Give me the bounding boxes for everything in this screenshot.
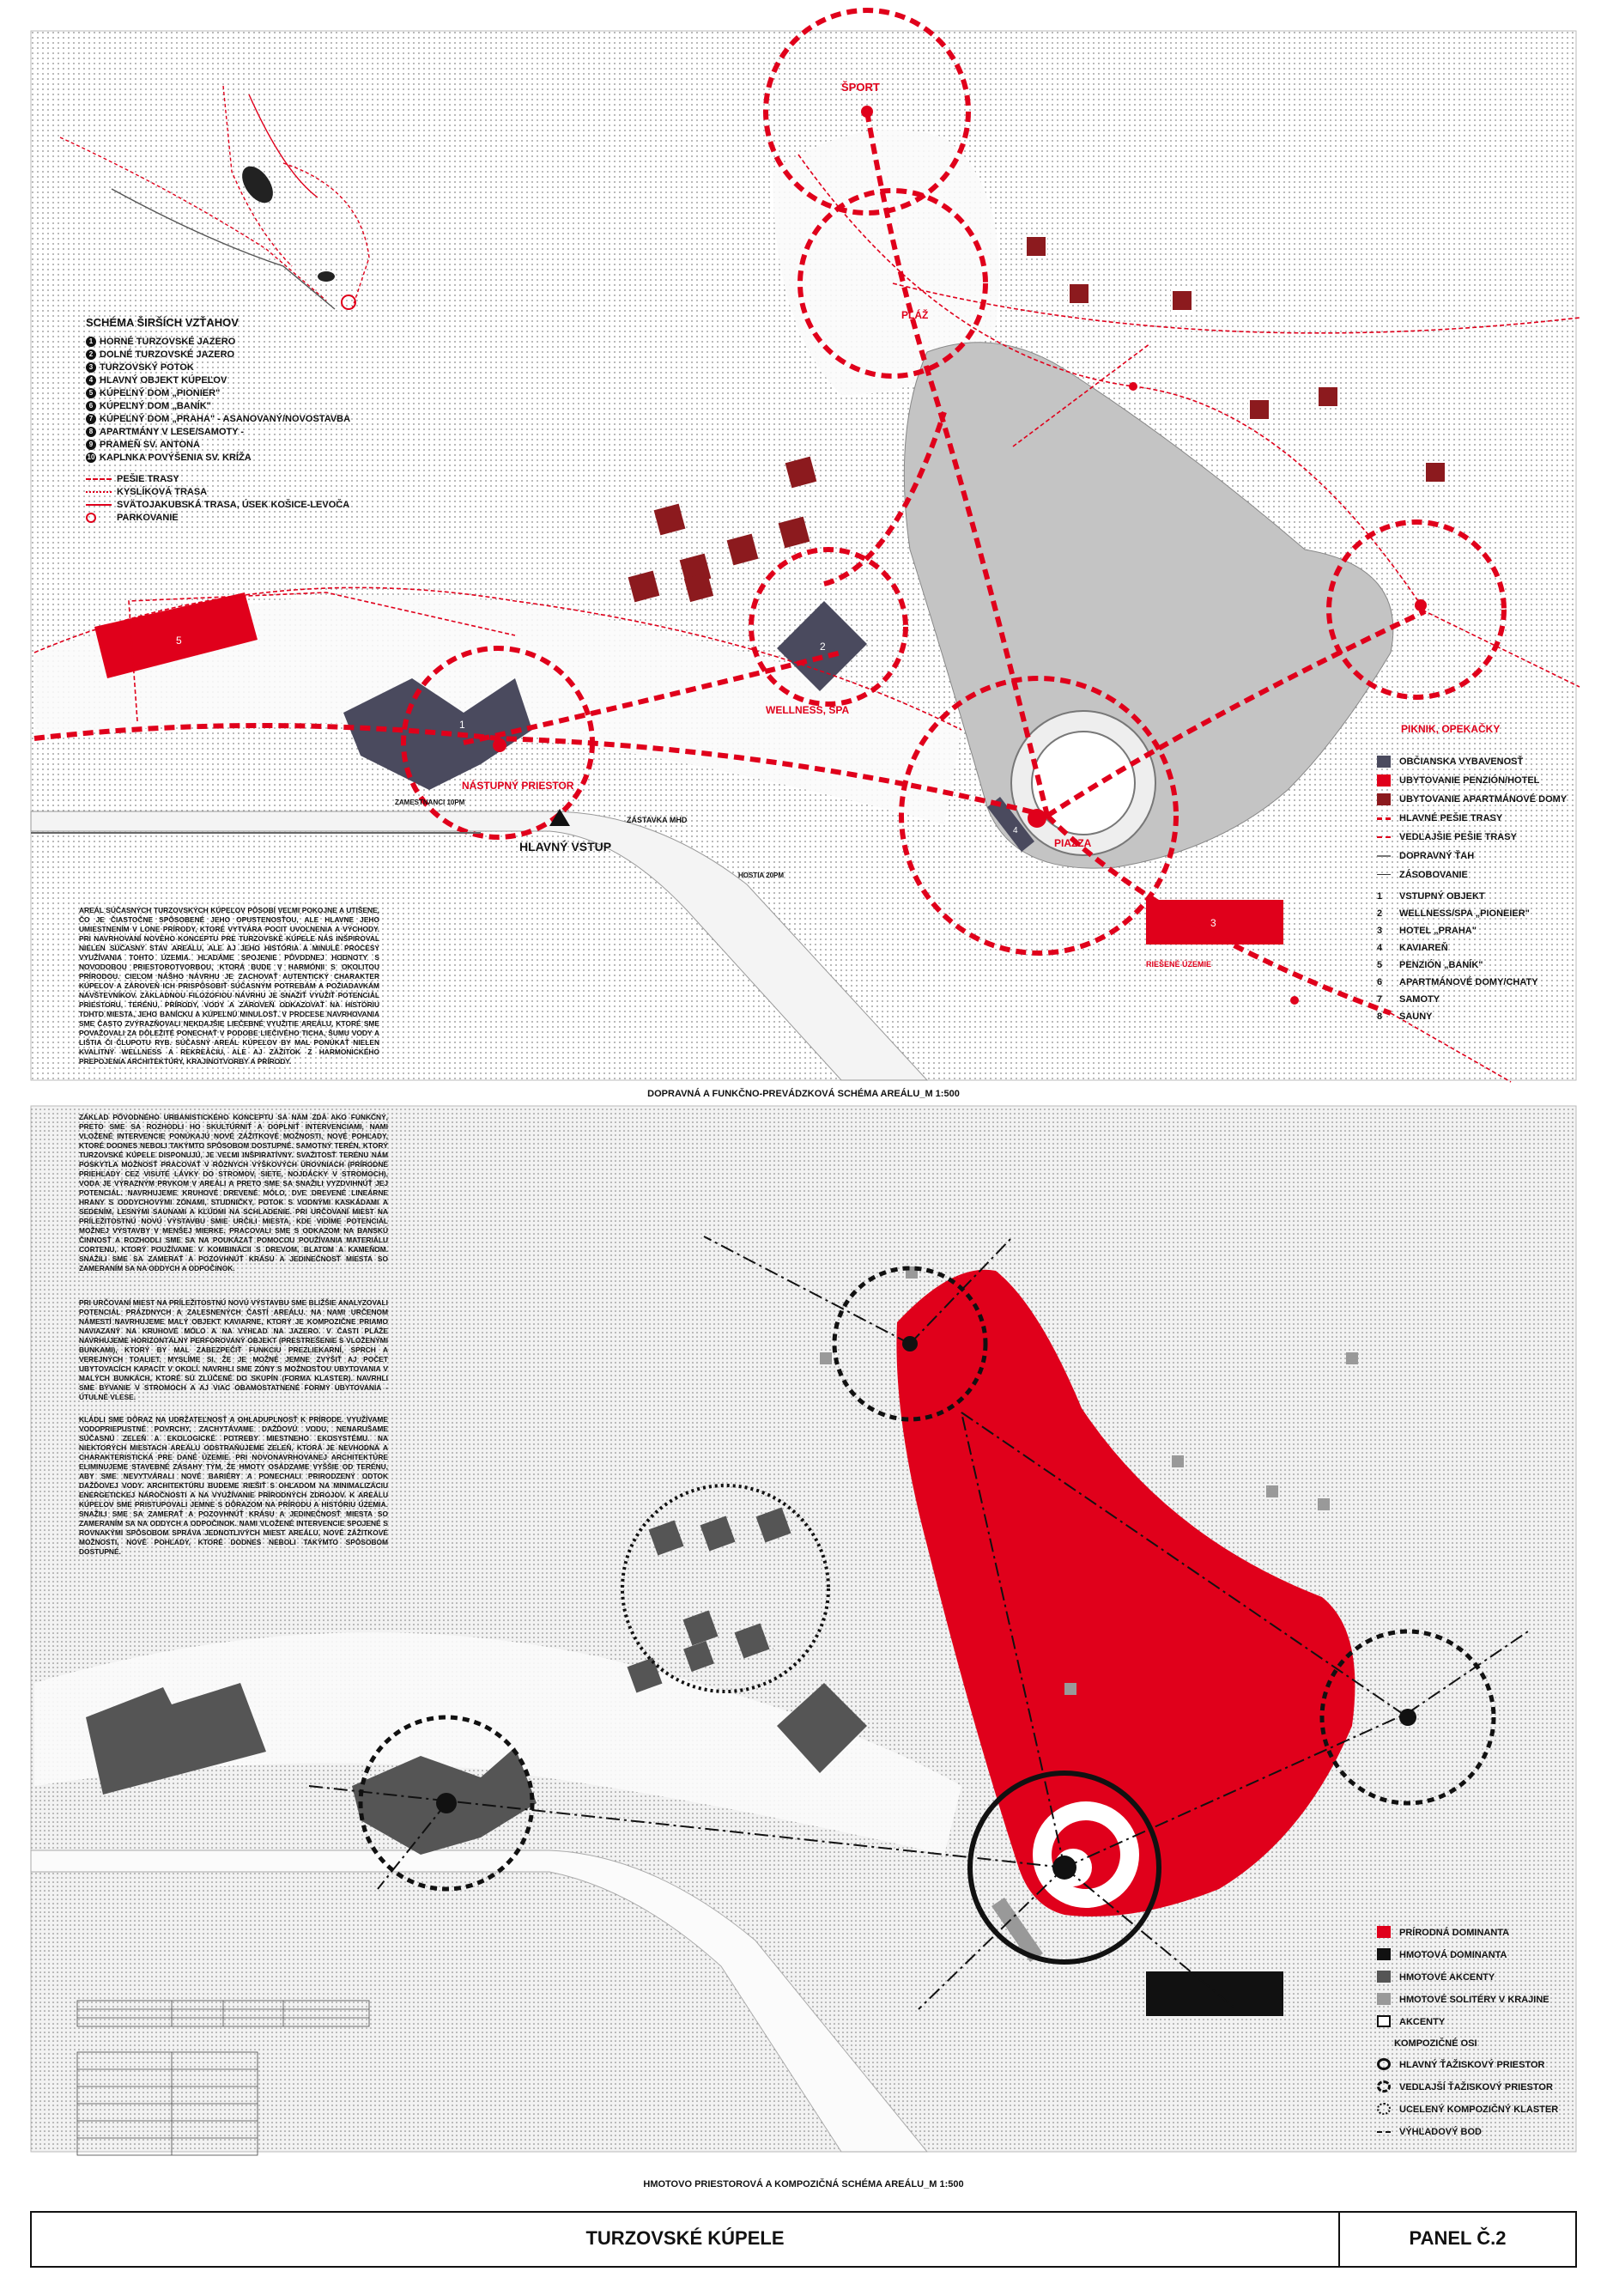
bottom-description-2: PRI URČOVANÍ MIEST NA PRÍLEŽITOSTNÚ NOVÚ VÝSTAVBU SME BLIŽŠIE ANALYZOVALI POTENCIÁL PRÁZDNYCH A ZALESNENÝCH ČASTÍ AREÁLU. NA NAMI URČENOM NÁMESTÍ NAVRHUJEME MALÝ OBJEKT KAVIARNE, KTORÝ JE KOMPOZIČNE PRIAMO NAVIAZANÝ NA KRUHOVÉ MÓLO A NA VÝHĽAD NA JAZERO. V ČASTI PLÁŽE NAVRHUJEME HORIZONTÁLNY PERFOROVANÝ OBJEKT (PRESTREŠENIE S VLOŽENÝMI BUNKAMI), KTORÝ BY MAL ZABEZPEČIŤ FUNKCIU PREZLIEKARNÍ, SPRCH A VEREJNÝCH TOALIET. MYSLÍME SI, ŽE JE MOŽNÉ JEMNE ZVÝŠIŤ AJ POČET UBYTOVACÍCH KAPACÍT V OKOLÍ. NAVRHLI SME ZÓNY S MOŽNOSŤOU UBYTOVANIA V MALÝCH BUNKÁCH, KTORÉ SÚ ZLÚČENÉ DO SKUPÍN (FORMA KLASTER). NAVRHLI SME BÝVANIE V STROMOCH A AJ VIAC OBAMOSTATNENÉ FORMY UBYTOVANIA - ÚTULNÉ VLESE. <box>79 1298 388 1401</box>
label-hostia: HOSTIA 20PM <box>738 872 785 879</box>
legend-swatch <box>1377 774 1391 787</box>
schema-item: 7 KÚPEĽNÝ DOM „PRAHA" - ASANOVANÝ/NOVOSTAVBA <box>86 413 350 426</box>
legend-swatch <box>1377 1993 1391 2005</box>
label-riesene: RIEŠENÉ ÚZEMIE <box>1146 960 1212 969</box>
legend-item: HMOTOVÉ AKCENTY <box>1377 1966 1576 1989</box>
axis-symbol <box>1377 2080 1391 2093</box>
legend-item: PRÍRODNÁ DOMINANTA <box>1377 1922 1576 1944</box>
legend-swatch <box>1377 756 1391 768</box>
object-item: 8 SAUNY <box>1377 1011 1433 1022</box>
axis-symbol <box>1377 2131 1391 2133</box>
schema-item: 3 TURZOVSKÝ POTOK <box>86 361 350 374</box>
schema-title: SCHÉMA ŠIRŠÍCH VZŤAHOV <box>86 316 239 329</box>
top-caption: DOPRAVNÁ A FUNKČNO-PREVÁDZKOVÁ SCHÉMA AREÁLU_M 1:500 <box>647 1089 960 1099</box>
schema-line-item: PARKOVANIE <box>86 512 350 525</box>
schema-item: 6 KÚPEĽNÝ DOM „BANÍK" <box>86 400 350 413</box>
axes-title: KOMPOZIČNÉ OSI <box>1394 2038 1477 2049</box>
axis-item: VÝHĽADOVÝ BOD <box>1377 2121 1576 2143</box>
legend-item: OBČIANSKA VYBAVENOSŤ <box>1377 752 1576 771</box>
top-description: AREÁL SÚČASNÝCH TURZOVSKÝCH KÚPEĽOV PÔSOBÍ VEĽMI POKOJNE A UTIŠENE, ČO JE ČIASTOČNE SPÔSOBENÉ JEHO OPUSTENOSŤOU, ALE HLAVNE JEHO UMIESTNENÍM V LONE PRÍRODY, KTORÉ VYTVÁRA POCIT UVOĽNENIA A VÝCHODY. PRI NAVRHOVANÍ NOVÉHO KONCEPTU PRE TURZOVSKÉ KÚPELE NÁS INŠPIROVAL NIELEN SÚČASNÝ STAV AREÁLU, ALE AJ JEHO HISTÓRIA A MINULÉ PROCESY VYUŽÍVANIA TOHTO ÚZEMIA. HĽADÁME SPOJENIE PÔVODNEJ HODNOTY S NOVODOBOU PRIESTOROTVORBOU, KTORÁ BUDE V HARMÓNII S OKOLITOU PRÍRODOU. CIEĽOM NÁŠHO NÁVRHU JE ZACHOVAŤ AUTENTICKÝ CHARAKTER KÚPEĽOV A ZÁROVEŇ ICH PRISPÔSOBIŤ SÚČASNÝM POTREBÁM A POŽIADAVKÁM NÁVŠTEVNÍKOV. ZÁKLADNOU FILOZOFIOU NÁVRHU JE SNAŽIŤ VYUŽIŤ POTENCIÁL PRIESTORU, TERÉNU, PRÍRODY, VODY A ZÁROVEŇ ODKAZOVAŤ NA HISTÓRIU TOHTO MIESTA, JEHO BANÍCKU A KÚPEĽNÚ MINULOSŤ. V PROCESE NAVRHOVANIA SME ČASTO ZVÝRAZŇOVALI NEKDAJŠIE LIEČEBNÉ VYUŽITIE AREÁLU, KTORÉ SME POVAŽOVALI ZA DÔLEŽITÉ PONECHAŤ V PODOBE LIEČIVÉHO TICHA, ŠUMU VODY A LIŠTIA ČI ČLUPOTU RYB. SÚČASNÝ AREÁL KÚPEĽOV BY MAL PONÚKAŤ NIELEN KVALITNÝ WELLNESS A REKREÁCIU, ALE AJ ZÁŽITOK Z HARMONICKÉHO PREPOJENIA ARCHITEKTÚRY, KRAJINOTVORBY A PRÍRODY. <box>79 906 379 1066</box>
object-item: 2 WELLNESS/SPA „PIONEIER" <box>1377 908 1530 919</box>
label-piknik: PIKNIK, OPEKAČKY <box>1401 723 1501 735</box>
schema-number: 8 <box>86 427 96 437</box>
label-nastupny: NÁSTUPNÝ PRIESTOR <box>462 780 574 792</box>
legend-item: HMOTOVÉ SOLITÉRY V KRAJINE <box>1377 1989 1576 2011</box>
bottom-legend <box>1377 1922 1576 2143</box>
schema-number: 1 <box>86 337 96 347</box>
building-3-number: 3 <box>1210 917 1216 929</box>
schema-number: 4 <box>86 375 96 386</box>
legend-item: VEDĽAJŠIE PEŠIE TRASY <box>1377 828 1576 847</box>
label-zamestnanci: ZAMESTNANCI 10PM <box>395 799 465 806</box>
legend-swatch <box>1377 1971 1391 1983</box>
top-legend <box>1377 752 1576 1025</box>
schema-number: 2 <box>86 349 96 360</box>
legend-swatch <box>1377 793 1391 805</box>
object-item: 4 KAVIAREŇ <box>1377 943 1448 953</box>
building-4-number: 4 <box>1013 826 1018 835</box>
schema-item: 8 APARTMÁNY V LESE/SAMOTY - <box>86 426 350 439</box>
building-1-number: 1 <box>459 719 465 731</box>
legend-item: UBYTOVANIE APARTMÁNOVÉ DOMY <box>1377 790 1576 809</box>
schema-line-item: KYSLÍKOVÁ TRASA <box>86 486 350 499</box>
schema-number: 10 <box>87 453 95 462</box>
schema-number: 6 <box>86 401 96 411</box>
legend-swatch <box>1377 2015 1391 2027</box>
schema-number: 9 <box>86 440 96 450</box>
schema-item: 9 PRAMEŇ SV. ANTONA <box>86 439 350 452</box>
legend-swatch <box>1377 855 1391 857</box>
legend-swatch <box>1377 817 1391 820</box>
schema-item: 4 HLAVNÝ OBJEKT KÚPEĽOV <box>86 374 350 387</box>
axis-symbol <box>1377 2103 1391 2115</box>
label-wellness: WELLNESS, SPA <box>766 704 850 716</box>
schema-number: 7 <box>86 414 96 424</box>
schema-item: 10 KAPLNKA POVÝŠENIA SV. KRÍŽA <box>87 453 252 463</box>
axis-item: UCELENÝ KOMPOZIČNÝ KLASTER <box>1377 2099 1576 2121</box>
building-5-number: 5 <box>176 635 182 647</box>
axis-item: HLAVNÝ ŤAŽISKOVÝ PRIESTOR <box>1377 2054 1576 2076</box>
legend-item: ZÁSOBOVANIE <box>1377 866 1576 884</box>
schema-line-item: SVÄTOJAKUBSKÁ TRASA, ÚSEK KOŠICE-LEVOČA <box>86 499 350 512</box>
legend-swatch <box>1377 836 1391 838</box>
wider-relations-legend <box>86 316 350 525</box>
bottom-caption: HMOTOVO PRIESTOROVÁ A KOMPOZIČNÁ SCHÉMA AREÁLU_M 1:500 <box>643 2179 964 2190</box>
legend-swatch <box>1377 1926 1391 1938</box>
object-item: 5 PENZIÓN „BANÍK" <box>1377 960 1483 970</box>
schema-item: 2 DOLNÉ TURZOVSKÉ JAZERO <box>86 349 350 361</box>
object-item: 7 SAMOTY <box>1377 994 1440 1005</box>
label-piazza: PIAZZA <box>1054 837 1092 849</box>
mass-dominant-hotel <box>1146 1971 1283 2016</box>
bottom-description-3: KLÁDLI SME DÔRAZ NA UDRŽATEĽNOSŤ A OHLADUPLNOSŤ K PRÍRODE. VYUŽÍVAME VODOPRIEPUSTNÉ POVRCHY, ZACHYTÁVAME DAŽĎOVÚ VODU, NENARUŠAME SÚČASNÚ ZELEŇ A EKOLOGICKÉ POTREBY MIESTNEHO EKOSYSTÉMU. NA NIEKTORÝCH MIESTACH AREÁLU ODSTRAŇUJEME ZELEŇ, KTORÁ JE NEVHODNÁ A CHARAKTERISTICKÁ PRE DANÉ ÚZEMIE. PRI NOVONAVRHOVANEJ ARCHITEKTÚRE ELIMINUJEME STAVEBNÉ ZÁSAHY TÝM, ŽE HMOTY OSÁDZAME VYŠŠIE OD TERÉNU, ABY SME NEVYTVÁRALI NOVÉ BARIÉRY A PONECHALI PRIRODZENÝ ODTOK DAŽĎOVEJ VODY. ARCHITEKTÚRU BUDEME RIEŠIŤ S OHĽADOM NA MINIMALIZÁCIU ENERGETICKEJ NÁROČNOSTI A NA VYUŽÍVANIE PRÍRODNÝCH ZDROJOV. K AREÁLU KÚPEĽOV SME PRISTUPOVALI JEMNE S DÔRAZOM NA PRÍRODU A HISTÓRIU ÚZEMIA. SNAŽILI SME SA ZAMERAŤ A POZOVHNÚŤ KRÁSU A JEDINEČNOSŤ MIESTA SO ZAMERANÍM SA NA ODDYCH A ODPOČINOK. NAMI VLOŽENÉ INTERVENCIE SPOJENÉ S ROVNAKÝMI SPÔSOBOM SPRÁVA JEDNOTLIVÝCH MIEST AREÁLU, NOVÉ ZÁŽITKOVÉ MOŽNOSTI, NOVÉ POHĽADY, KTORÉ DODNES NEBOLI TAKÝMTO SPÔSOBOM DOSTUPNÉ. <box>79 1415 388 1556</box>
schema-number: 3 <box>86 362 96 373</box>
object-item: 1 VSTUPNÝ OBJEKT <box>1377 891 1485 902</box>
legend-item: HMOTOVÁ DOMINANTA <box>1377 1944 1576 1966</box>
schema-item: 1 HORNÉ TURZOVSKÉ JAZERO <box>86 336 350 349</box>
legend-item: UBYTOVANIE PENZIÓN/HOTEL <box>1377 771 1576 790</box>
legend-item: DOPRAVNÝ ŤAH <box>1377 847 1576 866</box>
legend-item: AKCENTY <box>1377 2011 1576 2033</box>
object-item: 6 APARTMÁNOVÉ DOMY/CHATY <box>1377 977 1538 987</box>
label-sport: ŠPORT <box>841 81 880 94</box>
schema-item: 5 KÚPEĽNÝ DOM „PIONIER" <box>86 387 350 400</box>
footer-title: TURZOVSKÉ KÚPELE <box>585 2227 785 2249</box>
legend-swatch <box>1377 874 1391 875</box>
label-hlavny-vstup: HLAVNÝ VSTUP <box>519 840 612 853</box>
legend-swatch <box>1377 1948 1391 1960</box>
axis-symbol <box>1377 2058 1391 2070</box>
object-item: 3 HOTEL „PRAHA" <box>1377 926 1477 936</box>
bottom-description-1: ZÁKLAD PÔVODNÉHO URBANISTICKÉHO KONCEPTU SA NÁM ZDÁ AKO FUNKČNÝ, PRETO SME SA ROZHODLI HO SKULTÚRNIŤ A DOPLNIŤ INTERVENCIAMI, NAMI VLOŽENÉ INTERVENCIE PONÚKAJÚ NOVÉ ZÁŽITKOVÉ MOŽNOSTI, NOVÉ POHĽADY, KTORÉ DOONES NEBOLI TAKÝMTO SPÔSOBOM DOSTUPNÉ. SAMOTNÝ TERÉN, KTORÝ TURZOVSKÉ KÚPELE DISPONUJÚ, JE VEĽMI INŠPIRATÍVNY. SVAŽITOSŤ TERÉNU NÁM POSKYTLA MOŽNOSŤ PRACOVAŤ V RÔZNYCH VÝŠKOVÝCH ÚROVNIACH (PRÍRODNÉ PRIEHĽADY CEZ VISUTÉ LÁVKY DO STROMOV, SIETE, NOJDÁCKY V STROMOCH), VODA JE VÝRAZNÝM PRVKOM V AREÁLI A PRETO SME SA SNAŽILI VYZDVIHNÚŤ JEJ POTENCIÁL. NAVRHUJEME KRUHOVÉ DREVENÉ MÓLO, DVE DREVENÉ LINEÁRNE HRANY S ODDYCHOVÝMI ZÓNAMI, STUDNIČKY, POTOK S VODNÝMI KASKÁDAMI A SEDENÍM, LESNÝMI SAUNAMI A KĽÚDMI NA SCHLADENIE. PRI URČOVANÍ MIEST NA PRÍLEŽITOSTNÚ NOVÚ VÝSTAVBU SMIE URČILI MIESTA, KDE VIDÍME POTENCIÁL MOŽNEJ VÝSTAVBY V MENŠEJ MIERKE. PRACOVALI SME S ODKAZOM NA BANSKÚ ČINNOSŤ A ROZHODLI SME SA NA POUKÁZAŤ POMOCOU POUŽÍVANIA MATERIÁLU CORTENU, KTORÝ POUŽÍVAME V KOMBINÁCII S DREVOM, BLATOM A KAMEŇOM. SNAŽILI SME SA ZAMERAŤ A POZOVHNÚŤ KRÁSU A JEDINEČNOSŤ MIESTA SO ZAMERANÍM SA NA ODDYCH A ODPOČINOK. <box>79 1113 388 1273</box>
footer-panel-number: PANEL Č.2 <box>1409 2227 1507 2249</box>
schema-number: 5 <box>86 388 96 398</box>
axis-item: VEDĽAJŠÍ ŤAŽISKOVÝ PRIESTOR <box>1377 2076 1576 2099</box>
label-plaz: PLÁŽ <box>901 309 929 321</box>
label-zastavka: ZÁSTAVKA MHD <box>627 816 688 824</box>
building-2-number: 2 <box>820 641 826 653</box>
legend-item: HLAVNÉ PEŠIE TRASY <box>1377 809 1576 828</box>
schema-line-item: PEŠIE TRASY <box>86 473 350 486</box>
